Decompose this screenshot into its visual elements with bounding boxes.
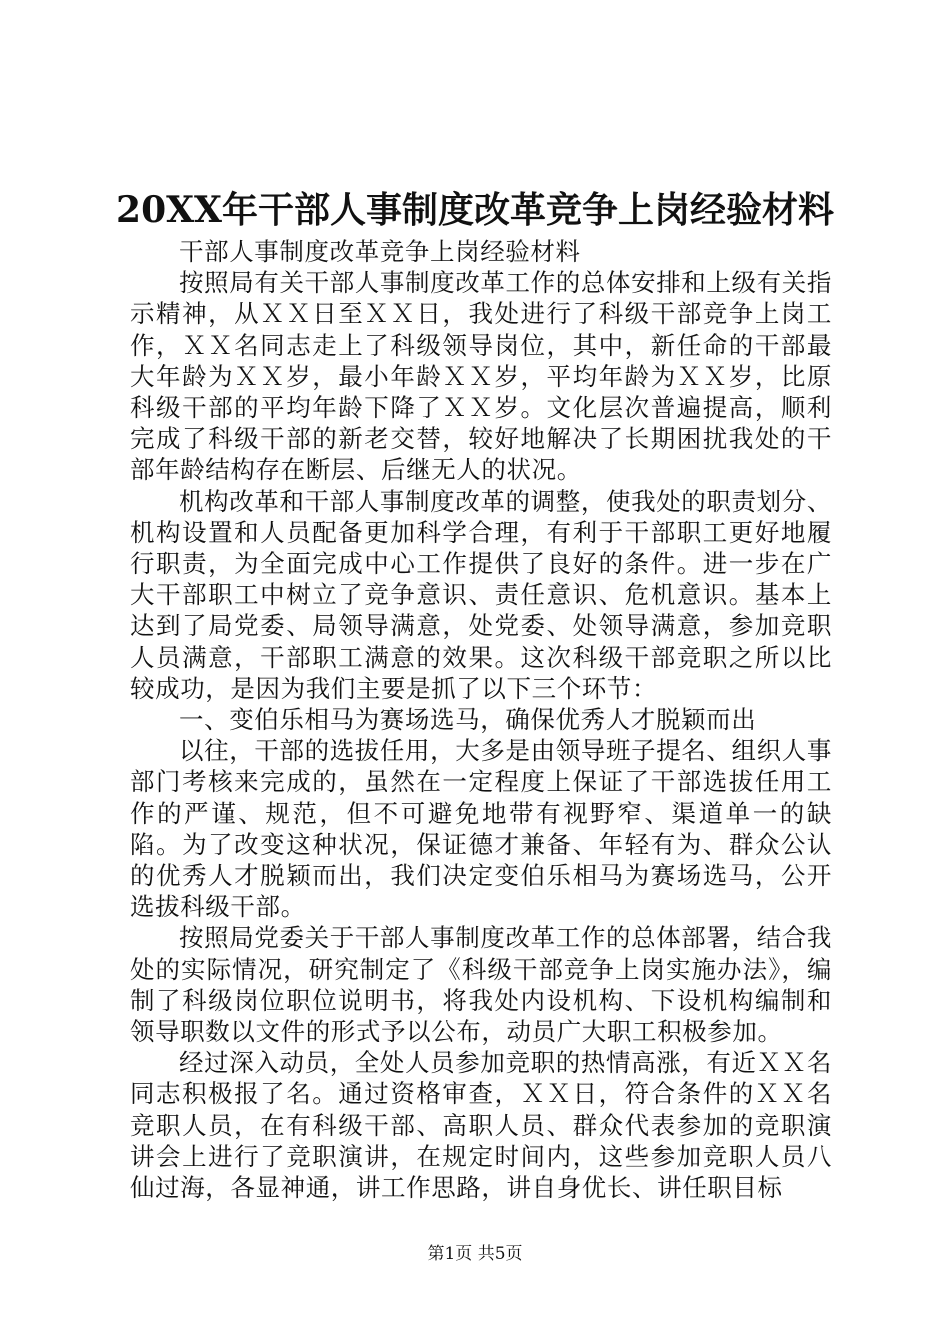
document-body [130, 236, 832, 1203]
paragraph: 经过深入动员，全处人员参加竞职的热情高涨，有近ＸＸ名同志积极报了名。通过资格审查，ＸＸ日，符合条件的ＸＸ名竞职人员，在有科级干部、高职人员、群众代表参加的竞职演讲会上进行了竞职演讲，在规定时间内，这些参加竞职人员八仙过海，各显神通，讲工作思路，讲自身优长、讲任职目标 [130, 1048, 832, 1203]
paragraph: 以往，干部的选拔任用，大多是由领导班子提名、组织人事部门考核来完成的，虽然在一定程度上保证了干部选拔任用工作的严谨、规范，但不可避免地带有视野窄、渠道单一的缺陷。为了改变这种状况，保证德才兼备、年轻有为、群众公认的优秀人才脱颖而出，我们决定变伯乐相马为赛场选马，公开选拔科级干部。 [130, 736, 832, 922]
paragraph: 按照局有关干部人事制度改革工作的总体安排和上级有关指示精神，从ＸＸ日至ＸＸ日，我处进行了科级干部竞争上岗工作，ＸＸ名同志走上了科级领导岗位，其中，新任命的干部最大年龄为ＸＸ岁，最小年龄ＸＸ岁，平均年龄为ＸＸ岁，比原科级干部的平均年龄下降了ＸＸ岁。文化层次普遍提高，顺利完成了科级干部的新老交替，较好地解决了长期困扰我处的干部年龄结构存在断层、后继无人的状况。 [130, 268, 832, 485]
paragraph: 机构改革和干部人事制度改革的调整，使我处的职责划分、机构设置和人员配备更加科学合理，有利于干部职工更好地履行职责，为全面完成中心工作提供了良好的条件。进一步在广大干部职工中树立了竞争意识、责任意识、危机意识。基本上达到了局党委、局领导满意，处党委、处领导满意，参加竞职人员满意，干部职工满意的效果。这次科级干部竞职之所以比较成功，是因为我们主要是抓了以下三个环节： [130, 486, 832, 703]
paragraph: 按照局党委关于干部人事制度改革工作的总体部署，结合我处的实际情况，研究制定了《科级干部竞争上岗实施办法》，编制了科级岗位职位说明书，将我处内设机构、下设机构编制和领导职数以文件的形式予以公布，动员广大职工积极参加。 [130, 923, 832, 1047]
section-heading: 一、变伯乐相马为赛场选马，确保优秀人才脱颖而出 [179, 705, 757, 735]
page-footer: 第1页 共5页 [427, 1244, 523, 1264]
document-title: 20XX年干部人事制度改革竞争上岗经验材料 [116, 189, 834, 231]
paragraph-subtitle: 干部人事制度改革竞争上岗经验材料 [179, 237, 581, 266]
